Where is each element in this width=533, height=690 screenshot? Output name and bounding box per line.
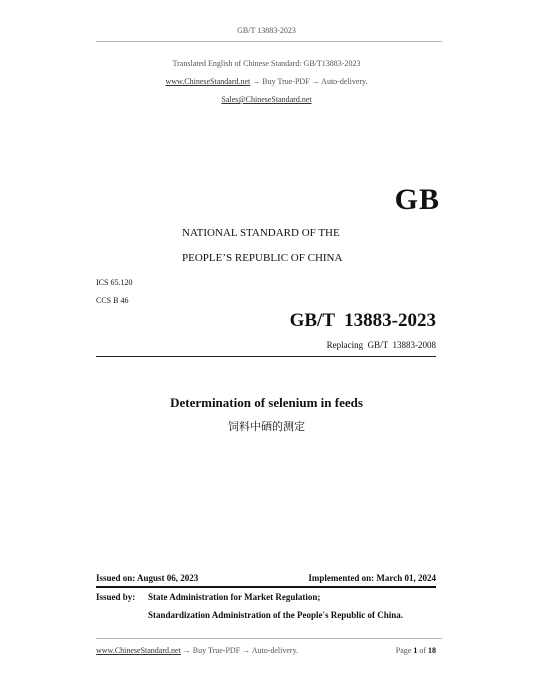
header-email-line <box>0 95 533 104</box>
page-indicator <box>340 646 436 655</box>
issuer-sac: Standardization Administration of the People's Republic of China. <box>148 610 404 620</box>
footer-site-link[interactable]: www.ChineseStandard.net <box>96 646 181 655</box>
footer-divider <box>96 638 442 639</box>
ccs-code: CCS B 46 <box>96 296 129 305</box>
issuer-samr: State Administration for Market Regulation; <box>148 592 321 602</box>
standard-number: GB/T 13883-2023 <box>289 310 436 331</box>
running-header: GB/T 13883-2023 <box>237 26 296 35</box>
replacing-standard: Replacing GB/T 13883-2008 <box>326 340 436 350</box>
header-purchase-line <box>0 77 533 86</box>
implemented-on-date: Implemented on: March 01, 2024 <box>308 573 436 583</box>
page-total: 18 <box>428 646 436 655</box>
issued-by-label: Issued by: <box>96 592 136 602</box>
header-site-link[interactable]: www.ChineseStandard.net <box>165 77 251 86</box>
document-title-chinese: 饲料中硒的测定 <box>228 420 305 433</box>
national-standard-line2: PEOPLE’S REPUBLIC OF CHINA <box>182 252 343 264</box>
translated-line: Translated English of Chinese Standard: GB/T13883-2023 <box>172 59 361 68</box>
page-current: 1 <box>413 646 418 655</box>
footer-purchase-line <box>96 646 298 655</box>
national-standard-line1: NATIONAL STANDARD OF THE <box>182 227 340 239</box>
header-buy-text: → Buy True-PDF → Auto-delivery. <box>250 77 368 86</box>
footer-buy-text: → Buy True-PDF → Auto-delivery. <box>180 646 299 655</box>
header-divider <box>96 41 442 42</box>
issued-on-date: Issued on: August 06, 2023 <box>96 573 199 583</box>
number-divider <box>96 356 436 357</box>
gb-logo: GB <box>394 183 440 216</box>
page-label: Page <box>395 646 412 655</box>
page-of: of <box>419 646 426 655</box>
ics-code: ICS 65.120 <box>96 278 133 287</box>
document-title: Determination of selenium in feeds <box>170 395 363 410</box>
issue-divider <box>96 586 436 588</box>
sales-email-link[interactable]: Sales@ChineseStandard.net <box>221 95 312 104</box>
